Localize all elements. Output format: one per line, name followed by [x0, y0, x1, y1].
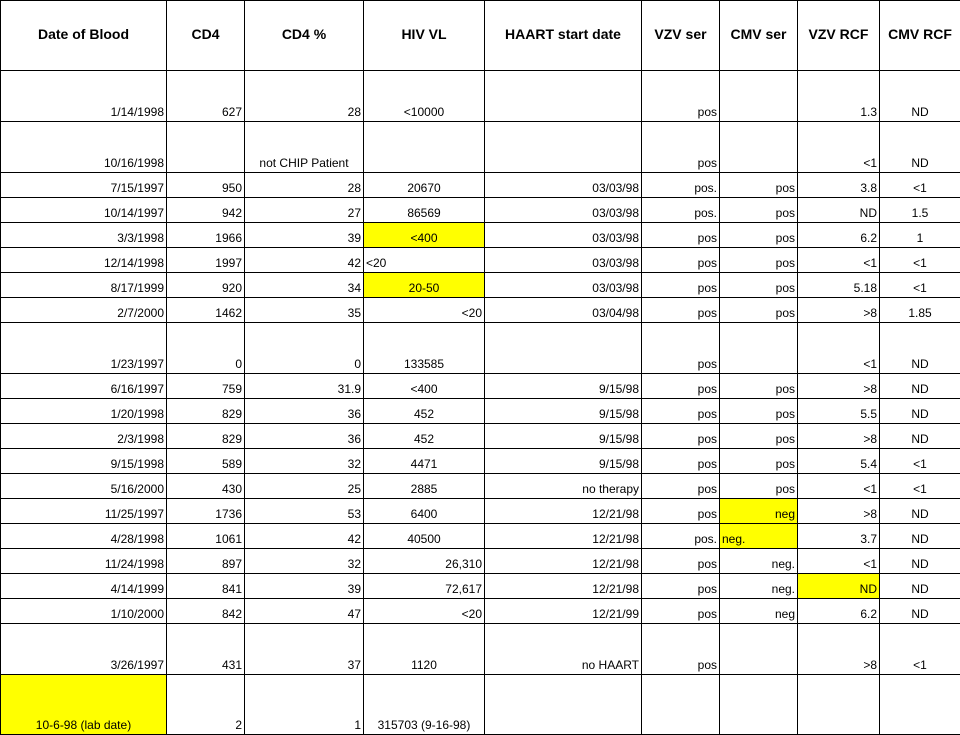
cmv-ser-cell: neg. — [720, 524, 798, 549]
hiv-vl-cell: 4471 — [364, 449, 485, 474]
cmv-ser-cell: pos — [720, 424, 798, 449]
hiv-vl-cell: <20 — [364, 298, 485, 323]
table-row — [1, 71, 960, 122]
cmv-ser-cell: neg — [720, 499, 798, 524]
header-cmv-rcf: CMV RCF — [880, 1, 960, 71]
cmv-rcf-cell: ND — [880, 399, 960, 424]
cmv-rcf-cell: ND — [880, 499, 960, 524]
haart-date-cell: 03/03/98 — [485, 223, 642, 248]
vzv-ser-cell: pos — [642, 248, 720, 273]
hiv-vl-cell — [364, 122, 485, 173]
cd4-percent-cell: 32 — [245, 449, 364, 474]
vzv-ser-cell: pos — [642, 71, 720, 122]
table-row — [1, 273, 960, 298]
hiv-vl-cell: 133585 — [364, 323, 485, 374]
cd4-percent-cell: 32 — [245, 549, 364, 574]
vzv-rcf-cell: >8 — [798, 624, 880, 675]
haart-date-cell: no therapy — [485, 474, 642, 499]
cmv-rcf-cell: <1 — [880, 248, 960, 273]
vzv-rcf-cell: <1 — [798, 474, 880, 499]
vzv-ser-cell: pos — [642, 399, 720, 424]
cd4-percent-cell: 28 — [245, 173, 364, 198]
vzv-ser-cell: pos — [642, 449, 720, 474]
vzv-rcf-cell: >8 — [798, 298, 880, 323]
cmv-ser-cell: pos — [720, 223, 798, 248]
hiv-vl-cell: <20 — [364, 599, 485, 624]
table-row — [1, 399, 960, 424]
cd4-cell: 589 — [167, 449, 245, 474]
date-cell: 10/14/1997 — [1, 198, 167, 223]
header-date-of-blood: Date of Blood — [1, 1, 167, 71]
hiv-vl-cell: 20670 — [364, 173, 485, 198]
haart-date-cell: 03/03/98 — [485, 173, 642, 198]
cmv-rcf-cell: ND — [880, 599, 960, 624]
table-row — [1, 549, 960, 574]
cd4-cell: 920 — [167, 273, 245, 298]
table-row — [1, 424, 960, 449]
vzv-rcf-cell: ND — [798, 198, 880, 223]
vzv-rcf-cell: 3.8 — [798, 173, 880, 198]
haart-date-cell: 12/21/98 — [485, 549, 642, 574]
hiv-vl-cell: 20-50 — [364, 273, 485, 298]
table-row — [1, 474, 960, 499]
table-row — [1, 198, 960, 223]
vzv-rcf-cell: <1 — [798, 323, 880, 374]
vzv-ser-cell: pos — [642, 223, 720, 248]
cmv-ser-cell: neg. — [720, 574, 798, 599]
date-cell: 8/17/1999 — [1, 273, 167, 298]
cmv-ser-cell — [720, 624, 798, 675]
vzv-ser-cell: pos — [642, 273, 720, 298]
date-cell: 9/15/1998 — [1, 449, 167, 474]
cmv-rcf-cell: ND — [880, 424, 960, 449]
vzv-rcf-cell: >8 — [798, 499, 880, 524]
cd4-cell: 842 — [167, 599, 245, 624]
cmv-ser-cell: pos — [720, 449, 798, 474]
vzv-ser-cell: pos — [642, 549, 720, 574]
cd4-cell: 1061 — [167, 524, 245, 549]
cd4-percent-cell: 42 — [245, 248, 364, 273]
haart-date-cell: 03/03/98 — [485, 248, 642, 273]
vzv-ser-cell: pos — [642, 624, 720, 675]
haart-date-cell — [485, 323, 642, 374]
cd4-percent-cell: 0 — [245, 323, 364, 374]
cd4-cell: 829 — [167, 424, 245, 449]
cmv-rcf-cell: 1.5 — [880, 198, 960, 223]
date-cell: 12/14/1998 — [1, 248, 167, 273]
date-cell: 5/16/2000 — [1, 474, 167, 499]
cmv-rcf-cell: <1 — [880, 474, 960, 499]
cmv-ser-cell — [720, 71, 798, 122]
cmv-ser-cell: pos — [720, 198, 798, 223]
cd4-percent-cell: 42 — [245, 524, 364, 549]
hiv-vl-cell: <400 — [364, 223, 485, 248]
vzv-ser-cell: pos — [642, 298, 720, 323]
vzv-ser-cell: pos — [642, 474, 720, 499]
cmv-ser-cell: pos — [720, 248, 798, 273]
haart-date-cell: 03/04/98 — [485, 298, 642, 323]
vzv-ser-cell: pos — [642, 323, 720, 374]
date-cell: 1/23/1997 — [1, 323, 167, 374]
cmv-rcf-cell: 1.85 — [880, 298, 960, 323]
hiv-vl-cell: 452 — [364, 399, 485, 424]
table-row — [1, 599, 960, 624]
date-cell: 11/24/1998 — [1, 549, 167, 574]
cmv-ser-cell: pos — [720, 173, 798, 198]
vzv-ser-cell: pos — [642, 424, 720, 449]
cd4-percent-cell: 47 — [245, 599, 364, 624]
cd4-cell: 950 — [167, 173, 245, 198]
vzv-rcf-cell: >8 — [798, 424, 880, 449]
cd4-percent-cell: not CHIP Patient — [245, 122, 364, 173]
date-cell: 3/26/1997 — [1, 624, 167, 675]
cmv-rcf-cell: ND — [880, 574, 960, 599]
cmv-ser-cell: neg. — [720, 549, 798, 574]
date-cell: 2/7/2000 — [1, 298, 167, 323]
cmv-rcf-cell: <1 — [880, 173, 960, 198]
haart-date-cell: 9/15/98 — [485, 374, 642, 399]
header-hiv-vl: HIV VL — [364, 1, 485, 71]
date-cell: 1/14/1998 — [1, 71, 167, 122]
table-row — [1, 248, 960, 273]
haart-date-cell — [485, 675, 642, 735]
cd4-cell: 0 — [167, 323, 245, 374]
header-vzv-rcf: VZV RCF — [798, 1, 880, 71]
cd4-cell: 1966 — [167, 223, 245, 248]
cmv-ser-cell: pos — [720, 474, 798, 499]
cd4-percent-cell: 53 — [245, 499, 364, 524]
header-haart-start-date: HAART start date — [485, 1, 642, 71]
cmv-rcf-cell: 1 — [880, 223, 960, 248]
hiv-vl-cell: 452 — [364, 424, 485, 449]
table-row — [1, 624, 960, 675]
vzv-ser-cell: pos — [642, 374, 720, 399]
cd4-percent-cell: 39 — [245, 574, 364, 599]
vzv-ser-cell: pos — [642, 574, 720, 599]
cmv-ser-cell — [720, 323, 798, 374]
hiv-vl-cell: <10000 — [364, 71, 485, 122]
hiv-vl-cell: 40500 — [364, 524, 485, 549]
cd4-cell: 2 — [167, 675, 245, 735]
cd4-percent-cell: 36 — [245, 424, 364, 449]
haart-date-cell: 12/21/98 — [485, 499, 642, 524]
cmv-rcf-cell: ND — [880, 71, 960, 122]
vzv-rcf-cell: ND — [798, 574, 880, 599]
cmv-rcf-cell: <1 — [880, 273, 960, 298]
cd4-cell: 759 — [167, 374, 245, 399]
cmv-rcf-cell — [880, 675, 960, 735]
cd4-percent-cell: 31.9 — [245, 374, 364, 399]
cmv-rcf-cell: ND — [880, 524, 960, 549]
cmv-rcf-cell: <1 — [880, 449, 960, 474]
vzv-rcf-cell: >8 — [798, 374, 880, 399]
vzv-ser-cell: pos — [642, 122, 720, 173]
cmv-rcf-cell: ND — [880, 122, 960, 173]
haart-date-cell: 9/15/98 — [485, 424, 642, 449]
date-cell: 3/3/1998 — [1, 223, 167, 248]
cmv-ser-cell — [720, 675, 798, 735]
cd4-cell: 897 — [167, 549, 245, 574]
cd4-cell: 841 — [167, 574, 245, 599]
hiv-vl-cell: 6400 — [364, 499, 485, 524]
haart-date-cell: 03/03/98 — [485, 273, 642, 298]
table-row — [1, 449, 960, 474]
table-row — [1, 122, 960, 173]
table-row — [1, 223, 960, 248]
haart-date-cell: 12/21/99 — [485, 599, 642, 624]
cd4-cell: 1997 — [167, 248, 245, 273]
date-cell: 10/16/1998 — [1, 122, 167, 173]
vzv-rcf-cell: <1 — [798, 248, 880, 273]
date-cell: 6/16/1997 — [1, 374, 167, 399]
vzv-ser-cell: pos. — [642, 173, 720, 198]
vzv-rcf-cell: 3.7 — [798, 524, 880, 549]
vzv-rcf-cell: 1.3 — [798, 71, 880, 122]
cd4-cell: 1462 — [167, 298, 245, 323]
cd4-percent-cell: 27 — [245, 198, 364, 223]
date-cell: 11/25/1997 — [1, 499, 167, 524]
haart-date-cell — [485, 122, 642, 173]
haart-date-cell — [485, 71, 642, 122]
table-row — [1, 524, 960, 549]
date-cell: 1/10/2000 — [1, 599, 167, 624]
haart-date-cell: 9/15/98 — [485, 449, 642, 474]
date-cell: 10-6-98 (lab date) — [1, 675, 167, 735]
date-cell: 7/15/1997 — [1, 173, 167, 198]
vzv-rcf-cell — [798, 675, 880, 735]
date-cell: 4/14/1999 — [1, 574, 167, 599]
cd4-percent-cell: 35 — [245, 298, 364, 323]
cd4-cell — [167, 122, 245, 173]
cd4-cell: 829 — [167, 399, 245, 424]
cd4-cell: 627 — [167, 71, 245, 122]
cd4-percent-cell: 34 — [245, 273, 364, 298]
date-cell: 4/28/1998 — [1, 524, 167, 549]
cmv-ser-cell: pos — [720, 399, 798, 424]
vzv-rcf-cell: 5.18 — [798, 273, 880, 298]
vzv-rcf-cell: 6.2 — [798, 223, 880, 248]
hiv-vl-cell: <400 — [364, 374, 485, 399]
haart-date-cell: 9/15/98 — [485, 399, 642, 424]
hiv-vl-cell: 86569 — [364, 198, 485, 223]
hiv-vl-cell: 1120 — [364, 624, 485, 675]
date-cell: 1/20/1998 — [1, 399, 167, 424]
cd4-percent-cell: 25 — [245, 474, 364, 499]
hiv-vl-cell: 2885 — [364, 474, 485, 499]
header-cmv-ser: CMV ser — [720, 1, 798, 71]
haart-date-cell: 03/03/98 — [485, 198, 642, 223]
header-cd4-percent: CD4 % — [245, 1, 364, 71]
cd4-cell: 942 — [167, 198, 245, 223]
vzv-ser-cell: pos. — [642, 524, 720, 549]
table-row — [1, 675, 960, 735]
table-row — [1, 173, 960, 198]
cmv-rcf-cell: ND — [880, 374, 960, 399]
cmv-rcf-cell: <1 — [880, 624, 960, 675]
cd4-percent-cell: 37 — [245, 624, 364, 675]
header-cd4: CD4 — [167, 1, 245, 71]
cd4-percent-cell: 28 — [245, 71, 364, 122]
haart-date-cell: no HAART — [485, 624, 642, 675]
date-cell: 2/3/1998 — [1, 424, 167, 449]
vzv-rcf-cell: <1 — [798, 122, 880, 173]
cmv-rcf-cell: ND — [880, 549, 960, 574]
vzv-ser-cell: pos — [642, 499, 720, 524]
cmv-ser-cell: pos — [720, 298, 798, 323]
table-row — [1, 298, 960, 323]
cd4-cell: 431 — [167, 624, 245, 675]
vzv-ser-cell: pos. — [642, 198, 720, 223]
haart-date-cell: 12/21/98 — [485, 524, 642, 549]
cmv-ser-cell: pos — [720, 273, 798, 298]
header-row — [1, 1, 960, 71]
hiv-vl-cell: 315703 (9-16-98) — [364, 675, 485, 735]
haart-date-cell: 12/21/98 — [485, 574, 642, 599]
cd4-percent-cell: 36 — [245, 399, 364, 424]
table-row — [1, 574, 960, 599]
table-row — [1, 374, 960, 399]
cmv-ser-cell — [720, 122, 798, 173]
table-row — [1, 499, 960, 524]
vzv-rcf-cell: 5.4 — [798, 449, 880, 474]
cd4-cell: 1736 — [167, 499, 245, 524]
cmv-rcf-cell: ND — [880, 323, 960, 374]
cd4-percent-cell: 39 — [245, 223, 364, 248]
vzv-rcf-cell: 6.2 — [798, 599, 880, 624]
hiv-vl-cell: 72,617 — [364, 574, 485, 599]
hiv-vl-cell: <20 — [364, 248, 485, 273]
table-row — [1, 323, 960, 374]
vzv-ser-cell — [642, 675, 720, 735]
cmv-ser-cell: pos — [720, 374, 798, 399]
vzv-rcf-cell: 5.5 — [798, 399, 880, 424]
vzv-ser-cell: pos — [642, 599, 720, 624]
header-vzv-ser: VZV ser — [642, 1, 720, 71]
cmv-ser-cell: neg — [720, 599, 798, 624]
cd4-percent-cell: 1 — [245, 675, 364, 735]
cd4-cell: 430 — [167, 474, 245, 499]
hiv-vl-cell: 26,310 — [364, 549, 485, 574]
vzv-rcf-cell: <1 — [798, 549, 880, 574]
